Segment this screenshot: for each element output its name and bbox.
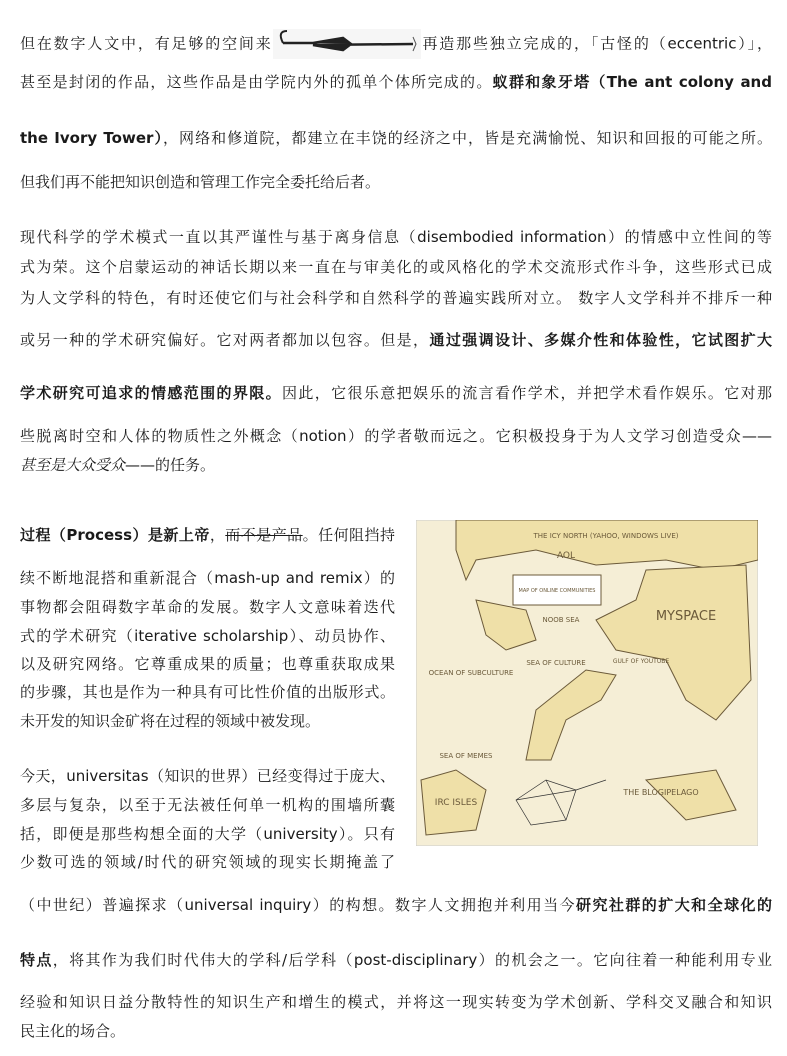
bold-text: 通过强调设计、多媒介性和体验性，它试图扩大 [429,331,772,349]
bold-text: 研究社群的扩大和全球化的 [576,896,772,914]
text-segment: 。任何阻挡持 [302,526,395,544]
text-segment: ——的任务。 [125,456,216,474]
text-line [20,1020,125,1042]
umbrella-icon [273,29,421,59]
text-line [20,851,395,873]
text-segment: ， [209,526,226,544]
text-line [20,256,772,278]
text-segment: 事物都会阻碍数字革命的发展。数字人文意味着迭代 [20,598,395,616]
text-segment: 未开发的知识金矿将在过程的领域中被发现。 [20,712,321,730]
text-segment: 些脱离时空和人体的物质性之外概念（notion）的学者敬而远之。它积极投身于为人文学习创造受众—— [20,427,772,445]
map-label-noob-sea: NOOB SEA [542,616,580,624]
map-label-north: THE ICY NORTH (YAHOO, WINDOWS LIVE) [533,532,679,540]
text-segment: 少数可选的领域/时代的研究领域的现实长期掩盖了 [20,853,395,871]
map-label-gulf-of-youtube: GULF OF YOUTUBE [612,658,670,665]
text-segment: 经验和知识日益分散特性的知识生产和增生的模式，并将这一现实转变为学术创新、学科交叉融合和知识 [20,993,772,1011]
text-segment: 式为荣。这个启蒙运动的神话长期以来一直在与审美化的或风格化的学术交流形式作斗争，这些形式已成 [20,258,772,276]
text-line [20,596,395,618]
italic-text: 甚至是大众受众 [20,456,126,474]
text-segment: 但我们再不能把知识创造和管理工作完全委托给后者。 [20,173,381,191]
text-line [20,991,772,1013]
bold-text: 学术研究可追求的情感范围的界限。 [20,384,283,402]
text-line [20,287,772,309]
text-line [20,226,772,248]
text-line [20,765,395,787]
map-label-aol: AOL [556,551,576,561]
text-segment: ，网络和修道院，都建立在丰饶的经济之中，皆是充满愉悦、知识和回报的可能之所。 [163,129,772,147]
text-segment: 因此，它很乐意把娱乐的流言看作学术，并把学术看作娱乐。它对那 [282,384,772,402]
text-segment: 现代科学的学术模式一直以其严谨性与基于离身信息（disembodied information）的情感中立性间的等 [20,228,772,246]
text-segment: 续不断地混搭和重新混合（mash-up and remix）的 [20,569,395,587]
text-line [20,894,772,916]
text-line [20,171,380,193]
text-segment: 甚至是封闭的作品，这些作品是由学院内外的孤单个体所完成的。 [20,73,493,91]
text-line [20,127,772,149]
map-label-blogipelago: THE BLOGIPELAGO [623,788,699,797]
text-line [20,71,772,93]
text-line [20,567,395,589]
map-label-title: MAP OF ONLINE COMMUNITIES [518,588,596,594]
text-segment: 括，即便是那些构想全面的大学（university）。只有 [20,825,395,843]
text-line [20,29,772,51]
text-segment: 但在数字人文中，有足够的空间来 [20,34,273,53]
text-line [20,524,395,546]
text-segment: 式的学术研究（iterative scholarship）、动员协作、 [20,627,395,645]
map-label-sea-of-culture: SEA OF CULTURE [526,659,586,667]
bold-text: 过程（Process）是新上帝 [20,526,210,544]
text-segment: 多层与复杂，以至于无法被任何单一机构的围墙所囊 [20,796,395,814]
text-line [20,710,320,732]
text-segment: 以及研究网络。它尊重成果的质量；也尊重获取成果 [20,655,395,673]
text-line [20,382,772,404]
bold-text: the Ivory Tower） [20,129,163,147]
bold-text: 特点 [20,951,53,969]
map-of-online-communities-image [416,520,758,846]
text-line [20,329,772,351]
text-segment: 的步骤，其也是作为一种具有可比性价值的出版形式。 [20,683,395,701]
map-label-myspace: MYSPACE [655,609,717,624]
text-segment: （中世纪）普遍探求（universal inquiry）的构想。数字人文拥抱并利用当今 [20,896,576,914]
map-label-ocean-of-subculture: OCEAN OF SUBCULTURE [428,669,514,677]
text-segment: 或另一种的学术研究偏好。它对两者都加以包容。但是， [20,331,430,349]
strikethrough-text: 而不是产品 [225,526,303,544]
text-segment: ，将其作为我们时代伟大的学科/后学科（post-disciplinary）的机会之一。它向往着一种能利用专业 [52,951,772,969]
text-line [20,794,395,816]
text-line [20,425,772,447]
text-segment: 民主化的场合。 [20,1022,126,1040]
text-line [20,823,395,845]
text-line [20,949,772,971]
map-label-sea-of-memes: SEA OF MEMES [439,752,493,760]
bold-text: 蚁群和象牙塔（The ant colony and [492,73,772,91]
map-label-irc-isles: IRC ISLES [434,798,478,808]
text-line [20,625,395,647]
text-line [20,681,395,703]
text-line [20,454,215,476]
text-segment: 再造那些独立完成的，「古怪的（eccentric）」， [420,34,772,53]
text-segment: 为人文学科的特色，有时还使它们与社会科学和自然科学的普遍实践所对立。 数字人文学科并不排斥一种 [20,289,772,307]
text-line [20,653,395,675]
text-segment: 今天，universitas（知识的世界）已经变得过于庞大、 [20,767,395,785]
